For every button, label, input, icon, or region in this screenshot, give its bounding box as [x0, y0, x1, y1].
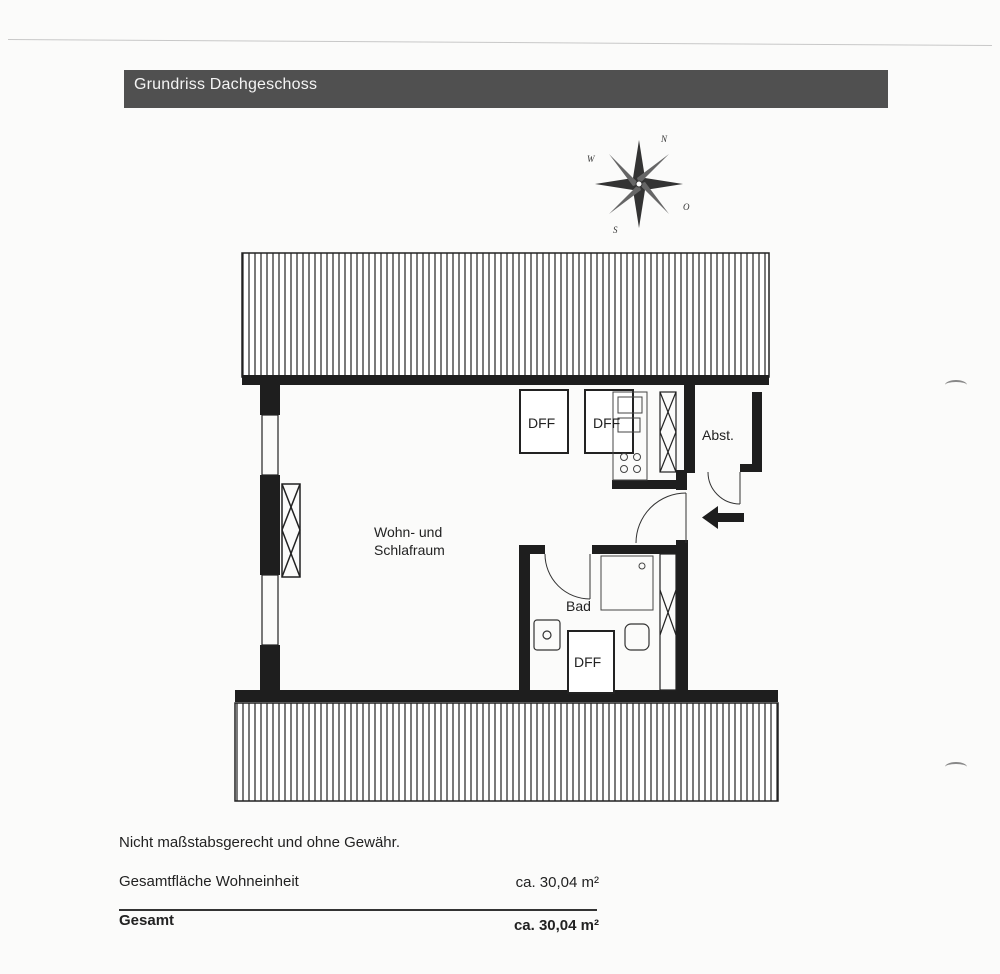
living-label-line2: Schlafraum [374, 542, 445, 558]
disclaimer: Nicht maßstabsgerecht und ohne Gewähr. [119, 834, 400, 851]
window-left-upper [262, 415, 278, 475]
skylight-top-right-label: DFF [593, 415, 621, 431]
window-bath [660, 554, 676, 690]
total-divider [119, 909, 597, 911]
skylight-bath-label: DFF [574, 654, 602, 670]
storage-label: Abst. [702, 427, 734, 443]
binder-mark [945, 762, 967, 772]
entrance-arrow-icon [702, 506, 744, 529]
compass-north-label: N [661, 134, 668, 144]
area-row-label: Gesamtfläche Wohneinheit [119, 873, 299, 890]
binder-mark [945, 380, 967, 390]
bath-label: Bad [566, 598, 591, 614]
window-left-lower [262, 575, 278, 645]
shower [601, 556, 653, 610]
compass-rose-icon [595, 140, 683, 228]
total-label: Gesamt [119, 912, 175, 929]
area-row-value: ca. 30,04 m² [515, 874, 599, 891]
roof-slope-bottom [235, 703, 778, 801]
total-value: ca. 30,04 m² [513, 917, 599, 934]
walls [235, 375, 778, 702]
window-kitchen [660, 392, 676, 472]
compass-east-label: O [683, 202, 690, 212]
page-title: Grundriss Dachgeschoss [134, 76, 318, 93]
roof-slope-top [242, 253, 769, 377]
skylight-top-left-label: DFF [528, 415, 556, 431]
door-bath-swing [545, 554, 590, 599]
dormer-window [282, 484, 300, 577]
door-storage-swing [708, 472, 740, 504]
compass-south-label: S [613, 225, 618, 235]
door-entry-swing [636, 493, 686, 543]
sink [534, 620, 560, 650]
compass-west-label: W [587, 154, 595, 164]
living-label-line1: Wohn- und [374, 524, 443, 540]
toilet [625, 624, 649, 650]
